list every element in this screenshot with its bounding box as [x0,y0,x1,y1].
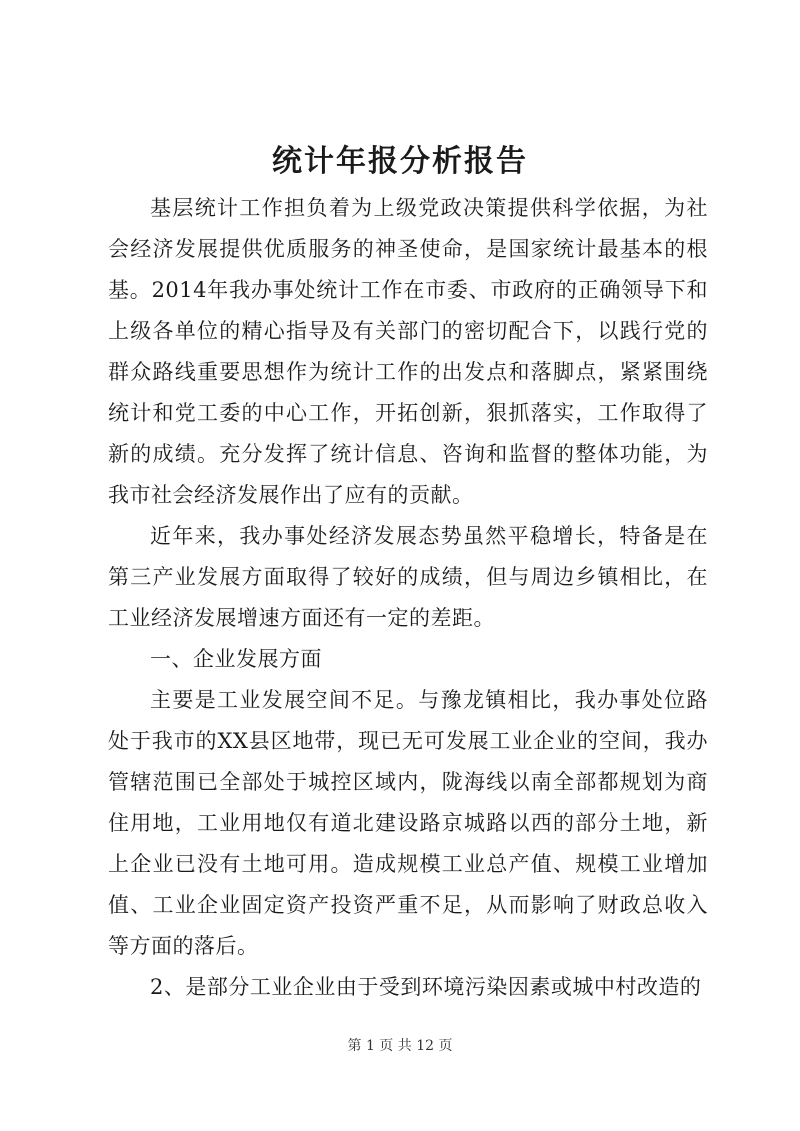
paragraph-recent-years: 近年来，我办事处经济发展态势虽然平稳增长，特备是在第三产业发展方面取得了较好的成绩，但与周边乡镇相比，在工业经济发展增速方面还有一定的差距。 [108,524,708,630]
document-title: 统计年报分析报告 [272,144,528,179]
paragraph-item-2: 2、是部分工业企业由于受到环境污染因素或城中村改造的 [150,975,702,999]
paragraph-industrial-space: 主要是工业发展空间不足。与豫龙镇相比，我办事处位路处于我市的XX县区地带，现已无可发展工业企业的空间，我办管辖范围已全部处于城控区域内，陇海线以南全部都规划为商住用地，工业用地仅有道北建设路京城路以西的部分土地，新上企业已没有土地可用。造成规模工业总产值、规模工业增加值、工业企业固定资产投资严重不足，从而影响了财政总收入等方面的落后。 [108,688,708,958]
page-number-footer: 第 1 页 共 12 页 [347,1038,453,1054]
document-body [108,188,708,1008]
section-heading-enterprise: 一、企业发展方面 [150,647,322,671]
paragraph-intro: 基层统计工作担负着为上级党政决策提供科学依据，为社会经济发展提供优质服务的神圣使命，是国家统计最基本的根基。2014年我办事处统计工作在市委、市政府的正确领导下和上级各单位的精心指导及有关部门的密切配合下，以践行党的群众路线重要思想作为统计工作的出发点和落脚点，紧紧围绕统计和党工委的中心工作，开拓创新，狠抓落实，工作取得了新的成绩。充分发挥了统计信息、咨询和监督的整体功能，为我市社会经济发展作出了应有的贡献。 [108,196,708,507]
